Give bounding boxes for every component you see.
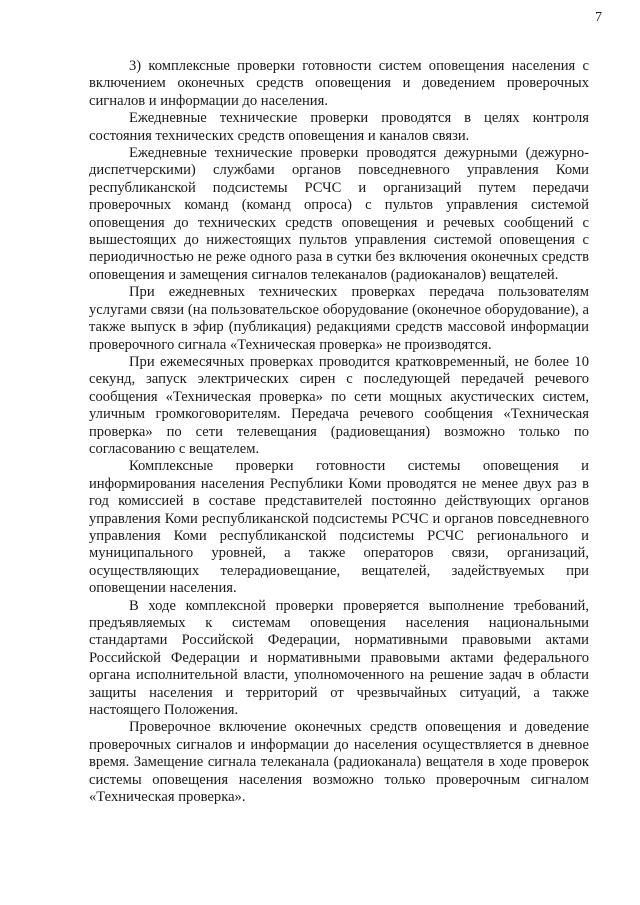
paragraph: Ежедневные технические проверки проводятся в целях контроля состояния технических средств оповещения и каналов связи. <box>89 110 589 144</box>
paragraph: При ежемесячных проверках проводится кратковременный, не более 10 секунд, запуск электрических сирен с последующей передачей речевого сообщения «Техническая проверка» по сети мощных акустических систем, уличным громкоговорителям. Передача речевого сообщения «Техническая проверка» по сети телевещания (радиовещания) возможно только по согласованию с вещателем. <box>89 353 589 457</box>
paragraph: Ежедневные технические проверки проводятся дежурными (дежурно-диспетчерскими) службами органов повседневного управления Коми республиканской подсистемы РСЧС и организаций путем передачи проверочных команд (команд опроса) с пультов управления системой оповещения до технических средств оповещения и речевых сообщений с вышестоящих до нижестоящих пультов управления системой оповещения с периодичностью не реже одного раза в сутки без включения оконечных средств оповещения и замещения сигналов телеканалов (радиоканалов) вещателей. <box>89 145 589 283</box>
paragraph: При ежедневных технических проверках передача пользователям услугами связи (на пользовательское оборудование (оконечное оборудование), а также выпуск в эфир (публикация) редакциями средств массовой информации проверочного сигнала «Техническая проверка» не производятся. <box>89 284 589 353</box>
document-body <box>89 58 589 806</box>
paragraph: Проверочное включение оконечных средств оповещения и доведение проверочных сигналов и информации до населения осуществляется в дневное время. Замещение сигнала телеканала (радиоканала) вещателя в ходе проверок системы оповещения населения возможно только проверочным сигналом «Техническая проверка». <box>89 719 589 806</box>
paragraph: В ходе комплексной проверки проверяется выполнение требований, предъявляемых к системам оповещения населения национальными стандартами Российской Федерации, нормативными правовыми актами Российской Федерации и нормативными правовыми актами федерального органа исполнительной власти, уполномоченного на решение задач в области защиты населения и территорий от чрезвычайных ситуаций, а также настоящего Положения. <box>89 597 589 719</box>
paragraph-list-item-3: 3) комплексные проверки готовности систем оповещения населения с включением оконечных средств оповещения и доведением проверочных сигналов и информации до населения. <box>89 58 589 109</box>
paragraph: Комплексные проверки готовности системы оповещения и информирования населения Республики Коми проводятся не менее двух раз в год комиссией в составе представителей постоянно действующих органов управления Коми республиканской подсистемы РСЧС и органов повседневного управления Коми республиканской подсистемы РСЧС регионального и муниципального уровней, а также операторов связи, организаций, осуществляющих телерадиовещание, вещателей, задействуемых при оповещении населения. <box>89 458 589 597</box>
page-number: 7 <box>595 10 602 25</box>
